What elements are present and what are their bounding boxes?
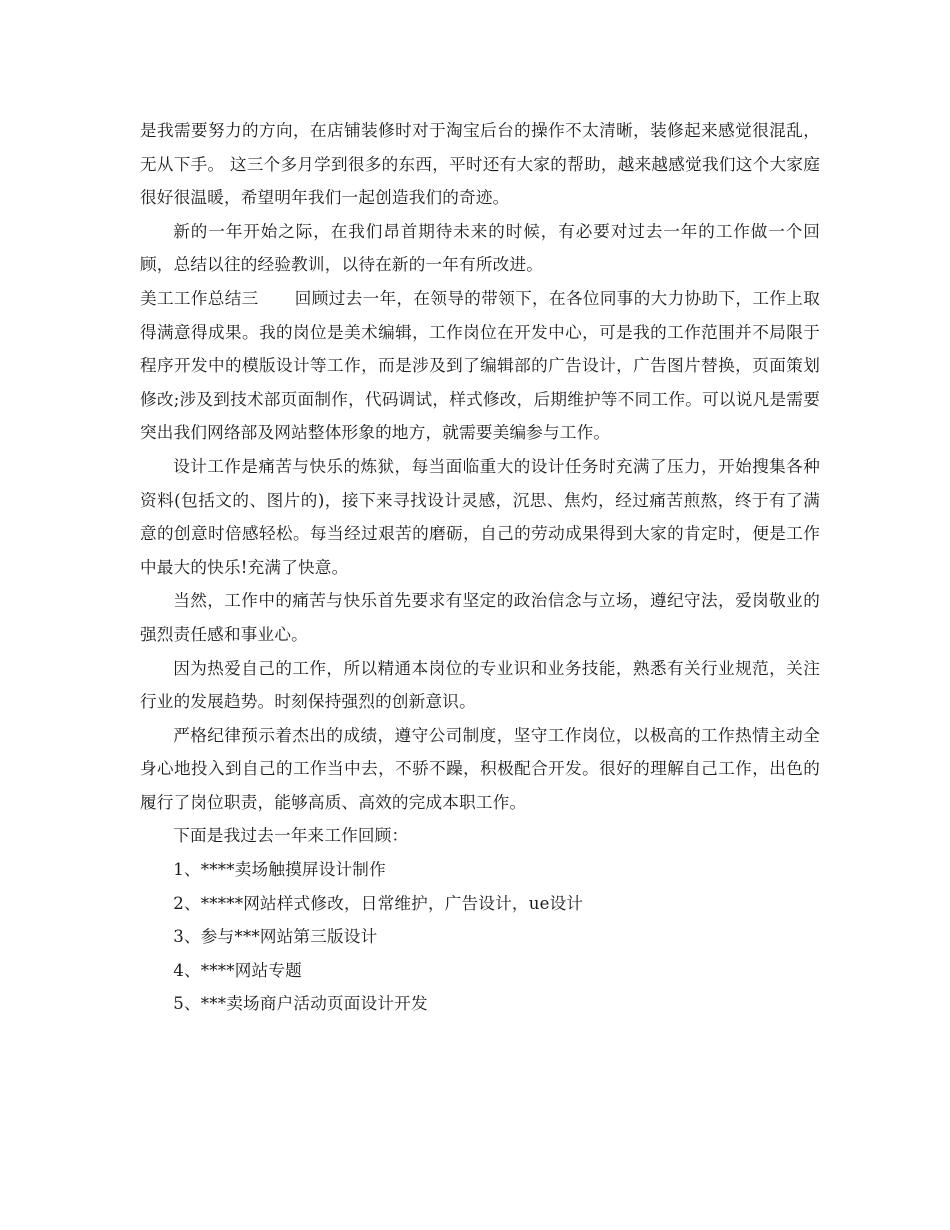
list-item: 2、*****网站样式修改，日常维护，广告设计，ue设计 <box>173 893 584 913</box>
section-heading: 美工工作总结三 <box>140 288 259 308</box>
paragraph-7: 严格纪律预示着杰出的成绩，遵守公司制度，坚守工作岗位，以极高的工作热情主动全身心地投入到自己的工作当中去，不骄不躁，积极配合开发。很好的理解自己工作，出色的履行了岗位职责，能够高质、高效的完成本职工作。 <box>140 725 820 812</box>
paragraph-5: 当然，工作中的痛苦与快乐首先要求有坚定的政治信念与立场，遵纪守法，爱岗敬业的强烈责任感和事业心。 <box>140 591 820 644</box>
list-item: 4、****网站专题 <box>173 960 302 980</box>
paragraph-2: 新的一年开始之际，在我们昂首期待未来的时候，有必要对过去一年的工作做一个回顾，总结以往的经验教训，以待在新的一年有所改进。 <box>140 221 820 275</box>
list-item: 1、****卖场触摸屏设计制作 <box>173 860 386 880</box>
document-body <box>140 114 820 1021</box>
paragraph-8: 下面是我过去一年来工作回顾： <box>173 826 409 846</box>
paragraph-1: 是我需要努力的方向，在店铺装修时对于淘宝后台的操作不太清晰，装修起来感觉很混乱，无从下手。 这三个多月学到很多的东西，平时还有大家的帮助，越来越感觉我们这个大家庭很好很温暖，希望明年我们一起创造我们的奇迹。 <box>140 121 820 208</box>
list-item: 3、参与***网站第三版设计 <box>173 927 378 947</box>
paragraph-3-text: 回顾过去一年，在领导的带领下，在各位同事的大力协助下，工作上取得满意得成果。我的岗位是美术编辑，工作岗位在开发中心，可是我的工作范围并不局限于程序开发中的模版设计等工作，而是涉及到了编辑部的广告设计，广告图片替换，页面策划修改;涉及到技术部页面制作，代码调试，样式修改，后期维护等不同工作。可以说凡是需要突出我们网络部及网站整体形象的地方，就需要美编参与工作。 <box>140 288 820 443</box>
list-item: 5、***卖场商户活动页面设计开发 <box>173 994 428 1014</box>
paragraph-6: 因为热爱自己的工作，所以精通本岗位的专业识和业务技能，熟悉有关行业规范，关注行业的发展趋势。时刻保持强烈的创新意识。 <box>140 658 820 712</box>
paragraph-3 <box>140 282 820 450</box>
paragraph-4: 设计工作是痛苦与快乐的炼狱，每当面临重大的设计任务时充满了压力，开始搜集各种资料(包括文的、图片的)，接下来寻找设计灵感，沉思、焦灼，经过痛苦煎熬，终于有了满意的创意时倍感轻松。每当经过艰苦的磨砺，自己的劳动成果得到大家的肯定时，便是工作中最大的快乐!充满了快意。 <box>140 456 820 577</box>
